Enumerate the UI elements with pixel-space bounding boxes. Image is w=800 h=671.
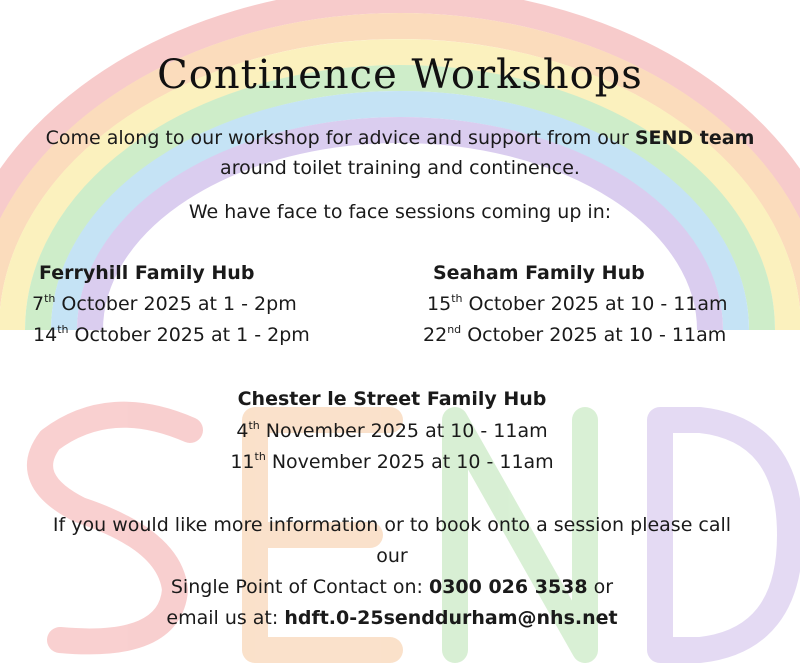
session-details: October 2025 at 10 - 11am (461, 324, 727, 346)
session-day-suffix: th (57, 323, 69, 336)
contact-line-3 (0, 576, 792, 598)
session-day-suffix: th (254, 450, 266, 463)
session-day-suffix: nd (447, 323, 462, 336)
session-day-suffix: th (451, 292, 463, 305)
ferryhill-session-2 (33, 324, 310, 346)
hub-name-chester-le-street: Chester le Street Family Hub (237, 388, 547, 410)
hub-name-seaham: Seaham Family Hub (433, 262, 645, 284)
email-address[interactable]: hdft.0-25senddurham@nhs.net (284, 607, 618, 629)
send-team-label: SEND team (634, 127, 755, 149)
session-day: 11 (230, 451, 255, 473)
hub-name-ferryhill: Ferryhill Family Hub (39, 262, 255, 284)
session-details: October 2025 at 1 - 2pm (55, 293, 297, 315)
session-day-suffix: th (248, 419, 260, 432)
session-day-suffix: th (44, 292, 56, 305)
contact-or: or (587, 576, 614, 598)
session-details: November 2025 at 10 - 11am (259, 420, 548, 442)
session-details: October 2025 at 1 - 2pm (68, 324, 310, 346)
page-title: Continence Workshops (157, 52, 643, 98)
session-day: 7 (32, 293, 45, 315)
seaham-session-1 (427, 293, 728, 315)
session-day: 14 (33, 324, 58, 346)
intro-line-1 (0, 127, 800, 149)
contact-line-4 (0, 607, 792, 629)
session-day: 22 (423, 324, 448, 346)
contact-label: Single Point of Contact on: (170, 576, 429, 598)
session-details: November 2025 at 10 - 11am (265, 451, 554, 473)
session-day: 15 (427, 293, 452, 315)
intro-line-3: We have face to face sessions coming up in: (188, 201, 612, 223)
session-details: October 2025 at 10 - 11am (462, 293, 728, 315)
intro-line-2: around toilet training and continence. (220, 157, 580, 179)
session-day: 4 (236, 420, 249, 442)
intro-text: Come along to our workshop for advice and support from our (45, 127, 635, 149)
email-label: email us at: (166, 607, 285, 629)
phone-number[interactable]: 0300 026 3538 (428, 576, 588, 598)
contact-line-2: our (376, 545, 408, 567)
chester-session-2 (0, 451, 792, 473)
chester-session-1 (0, 420, 792, 442)
seaham-session-2 (423, 324, 726, 346)
contact-line-1: If you would like more information or to book onto a session please call (52, 514, 732, 536)
ferryhill-session-1 (32, 293, 297, 315)
